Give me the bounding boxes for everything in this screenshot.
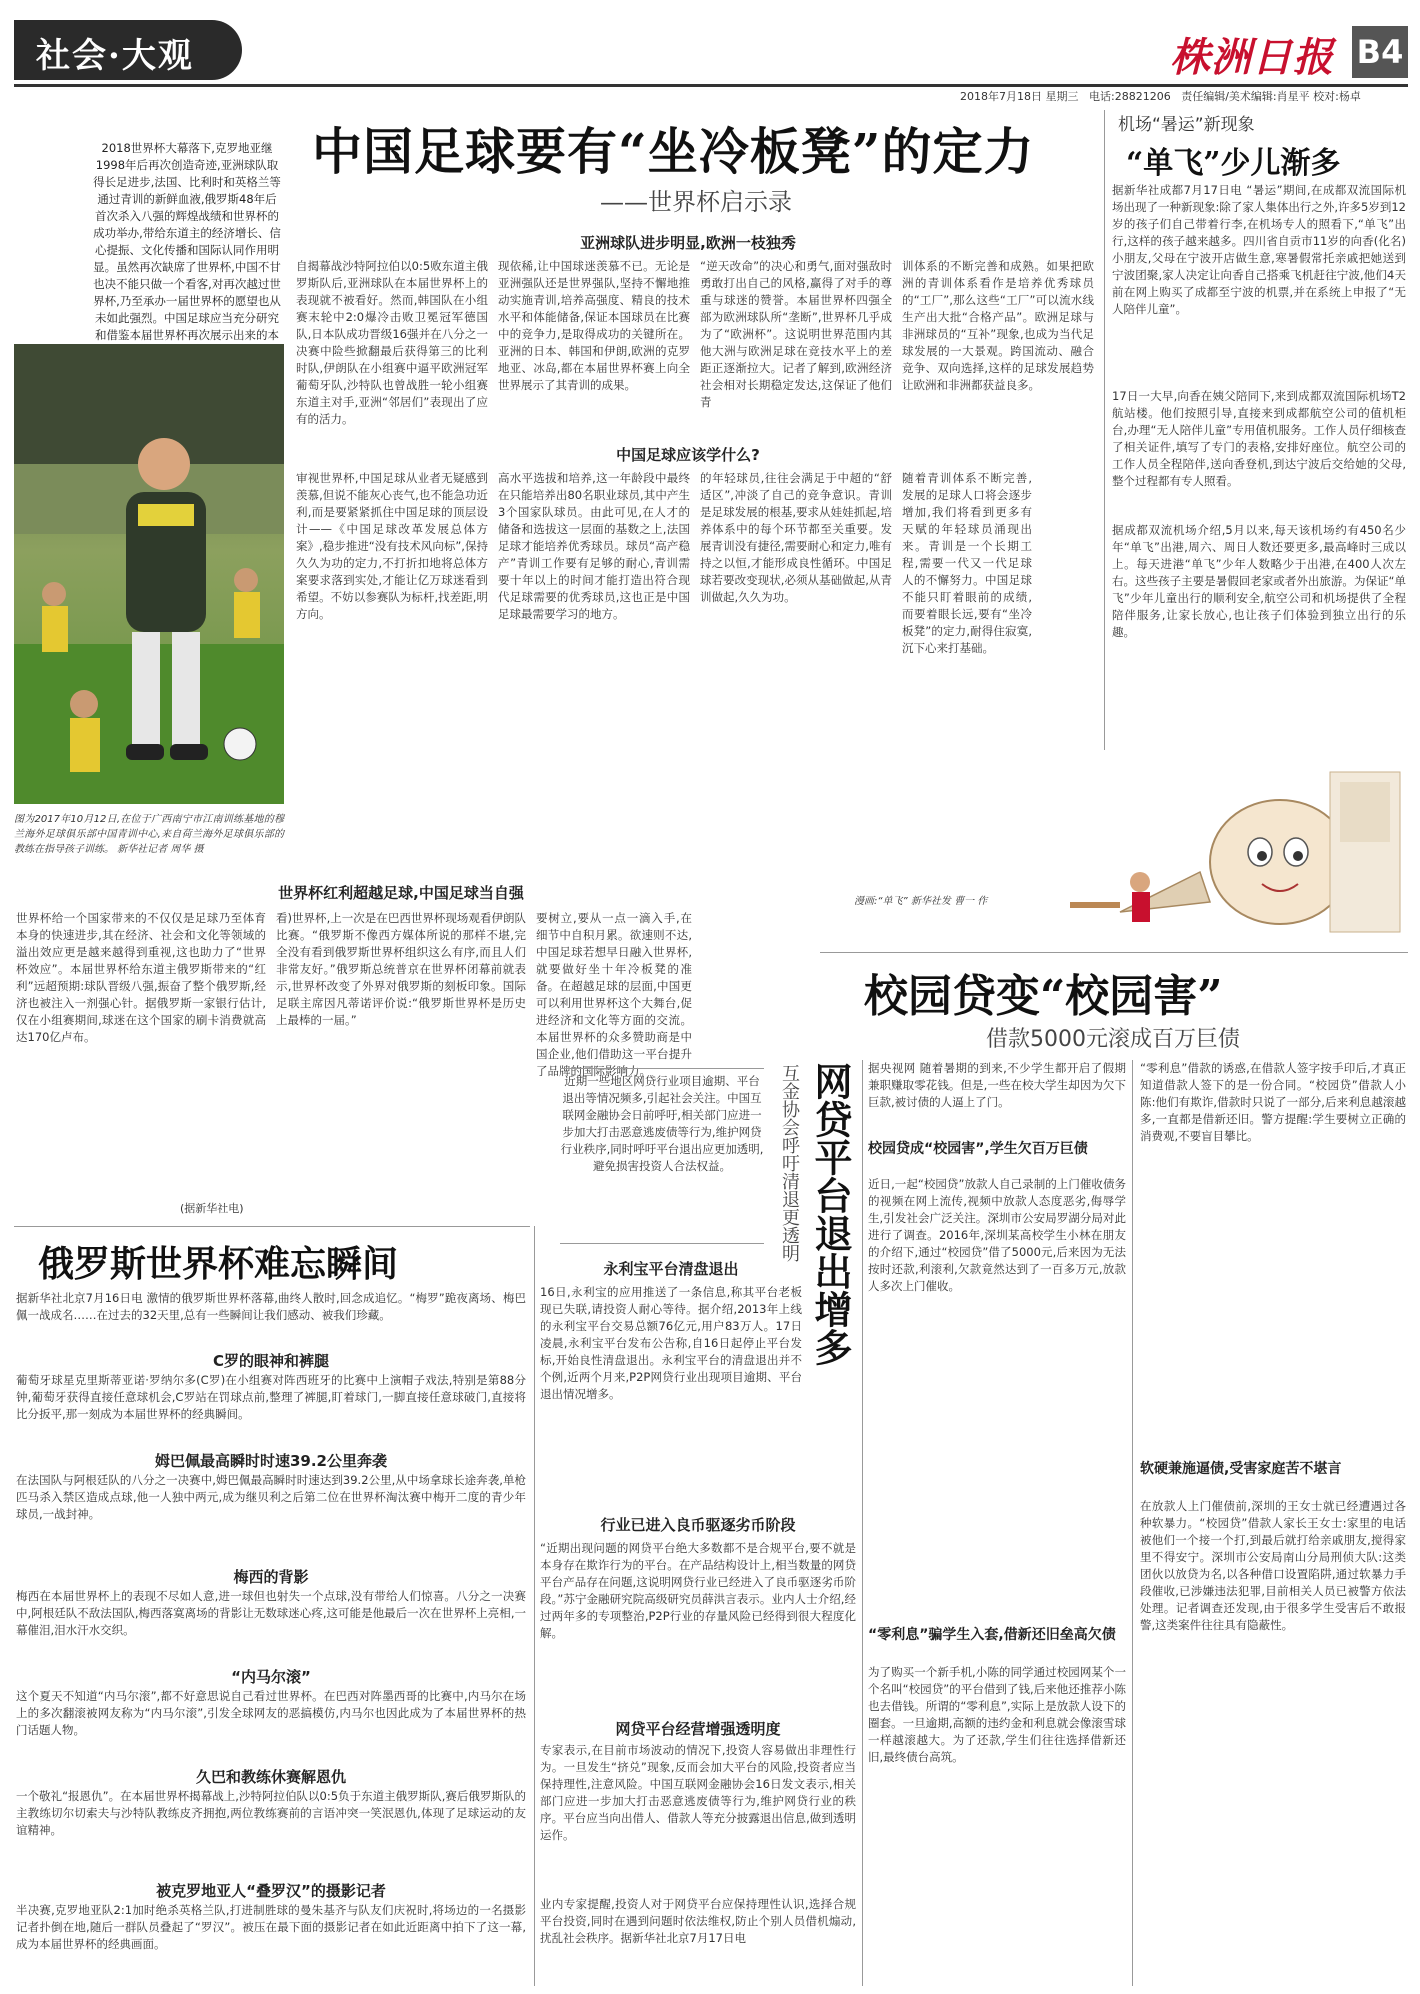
football-subtitle: ——世界杯启示录 xyxy=(600,188,792,216)
moments-p3: 梅西在本届世界杯上的表现不尽如人意,进一球但也射失一个点球,没有带给人们惊喜。八分之一决赛中,阿根廷队不敌法国队,梅西落寞离场的背影让无数球迷心疼,这可能是他最后一次在世界杯上亮相,一幕催泪,泪水汗水交织。 xyxy=(16,1589,526,1637)
editor-text: 责任编辑/美术编辑:肖星平 校对:杨卓 xyxy=(1181,90,1361,103)
moments-headline: 俄罗斯世界杯难忘瞬间 xyxy=(38,1243,399,1285)
p2p-subtitle: 互金协会呼吁清退更透明 xyxy=(779,1064,800,1262)
moments-p4: 这个夏天不知道“内马尔滚”,都不好意思说自己看过世界杯。在巴西对阵墨西哥的比赛中,内马尔在场上的多次翻滚被网友称为“内马尔滚”,引发全球网友的恶搞模仿,内马尔也因此成为了本届世界杯的热门话题人物。 xyxy=(16,1689,526,1737)
airport-headline: “单飞”少儿渐多 xyxy=(1126,146,1341,181)
asia-col-2: 现依稀,让中国球迷羡慕不已。无论是亚洲强队还是世界强队,坚持不懈地推动实施青训,培养高强度、精良的技术水平和体能储备,保证本国球员在比赛中的竞争力,是取得成功的关键所在。亚洲的日本、韩国和伊朗,欧洲的克罗地亚、冰岛,都在本届世界杯赛上向全世界展示了其青训的成果。 xyxy=(498,259,690,392)
moments-h6: 被克罗地亚人“叠罗汉”的摄影记者 xyxy=(156,1882,386,1900)
campus-p4: “零利息”借款的诱惑,在借款人签字按手印后,才真正知道借款人签下的是一份合同。“校园贷”借款人小陈:他们有欺诈,借款时只说了一部分,后来利息越滚越多,一直都是借新还旧。警方提醒:学生要树立正确的消费观,不要盲目攀比。 xyxy=(1140,1061,1406,1143)
section-name: 社会·大观 xyxy=(36,36,194,76)
xinhua-tag: (据新华社电) xyxy=(180,1202,244,1215)
divider-right xyxy=(1132,1060,1133,1986)
moments-intro: 据新华社北京7月16日电 激情的俄罗斯世界杯落幕,曲终人散时,回念成追忆。“梅罗”跪夜离场、梅巴佩一战成名……在过去的32天里,总有一些瞬间让我们感动、被我们珍藏。 xyxy=(16,1291,526,1322)
moments-p6: 半决赛,克罗地亚队2:1加时绝杀英格兰队,打进制胜球的曼朱基齐与队友们庆祝时,将场边的一名摄影记者扑倒在地,随后一群队员叠起了“罗汉”。被压在最下面的摄影记者在如此近距离中拍下了这一幕,成为本届世界杯的经典画面。 xyxy=(16,1903,526,1951)
cartoon-caption: 漫画:“单飞” 新华社发 曹一 作 xyxy=(854,896,988,907)
red-col-3: 要树立,要从一点一滴入手,在细节中自积月累。欲速则不达,中国足球若想早日融入世界杯,就要做好坐十年冷板凳的准备。在超越足球的层面,中国更可以利用世界杯这个大舞台,促进经济和文化等方面的交流。本届世界杯的众多赞助商是中国企业,他们借助这一平台提升了品牌的国际影响力。 xyxy=(536,911,692,1078)
moments-p2: 在法国队与阿根廷队的八分之一决赛中,姆巴佩最高瞬时时速达到39.2公里,从中场拿球长途奔袭,单枪匹马杀入禁区造成点球,他一人独中两元,成为继贝利之后第二位在世界杯淘汰赛中梅开二度的青少年球员,一战封神。 xyxy=(16,1473,526,1521)
football-intro: 2018世界杯大幕落下,克罗地亚继1998年后再次创造奇迹,亚洲球队取得长足进步,法国、比利时和英格兰等通过青训的新鲜血液,俄罗斯48年后首次杀入八强的辉煌战绩和世界杯的成功举办,带给东道主的经济增长、信心提振、文化传播和国际认同作用明显。虽然再次缺席了世界杯,中国不甘也决不能只做一个看客,对再次越过世界杯,乃至承办一届世界杯的愿望也从未如此强烈。中国足球应当充分研究和借鉴本届世界杯再次展示出来的本 xyxy=(93,141,281,342)
asia-col-3: “逆天改命”的决心和勇气,面对强敌时勇敢打出自己的风格,赢得了对手的尊重与球迷的赞誉。本届世界杯四强全部为欧洲球队所“垄断”,世界杯几乎成为了“欧洲杯”。这说明世界范围内其他大洲与欧洲足球在竞技水平上的差距正逐渐拉大。记者了解到,欧洲经济社会相对长期稳定发达,这保证了他们青 xyxy=(700,259,892,409)
campus-h1: 校园贷成“校园害”,学生欠百万巨债 xyxy=(868,1141,1088,1157)
moments-h3: 梅西的背影 xyxy=(233,1568,309,1586)
learn-col-3: 的年轻球员,往往会满足于中超的“舒适区”,冲淡了自己的竞争意识。青训是足球发展的根基,要求从娃娃抓起,培养体系中的每个环节都至关重要。发展青训没有捷径,需要耐心和定力,唯有持之以恒,才能形成良性循环。中国足球若要改变现状,必须从基础做起,从青训做起,久久为功。 xyxy=(700,471,892,604)
learn-col-1: 审视世界杯,中国足球从业者无疑感到羡慕,但说不能灰心丧气,也不能急功近利,而是要紧紧抓住中国足球的顶层设计——《中国足球改革发展总体方案》,稳步推进“没有技术风向标”,保持久久为功的定力,不打折扣地将总体方案要求落到实处,才能让亿万球迷看到希望。不妨以参赛队为标杆,找差距,明方向。 xyxy=(296,471,488,621)
divider-top-right xyxy=(1104,110,1105,750)
football-photo-caption: 图为2017年10月12日,在位于广西南宁市江南训练基地的穆兰海外足球俱乐部中国青训中心,来自荷兰海外足球俱乐部的教练在指导孩子训练。 新华社记者 周华 摄 xyxy=(14,814,284,855)
moments-h4: “内马尔滚” xyxy=(231,1668,311,1686)
airport-p3: 据成都双流机场介绍,5月以来,每天该机场约有450名少年“单飞”出港,周六、周日人数还要更多,最高峰时三成以上。每天进港“单飞”少年人数略少于出港,在400人次左右。这些孩子主要是暑假回老家或者外出旅游。为保证“单飞”少年儿童出行的顺利安全,航空公司和机场提供了全程陪伴服务,让家长放心,也让孩子们体验到独立出行的乐趣。 xyxy=(1112,523,1406,639)
moments-h5: 久巴和教练休赛解恩仇 xyxy=(195,1768,346,1786)
campus-p2: 近日,一起“校园贷”放款人自己录制的上门催收债务的视频在网上流传,视频中放款人态度恶劣,侮辱学生,引发社会广泛关注。深圳市公安局罗湖分局对此进行了调查。2016年,深圳某高校学生小林在朋友的介绍下,通过“校园贷”借了5000元,后来因为无法按时还款,利滚利,欠款竟然达到了一百多万元,放款人多次上门催收。 xyxy=(868,1177,1126,1293)
moments-rule xyxy=(14,1226,530,1227)
campus-subtitle: 借款5000元滚成百万巨债 xyxy=(986,1027,1240,1052)
airport-cartoon xyxy=(1040,752,1410,932)
campus-rule xyxy=(820,952,1408,953)
moments-h1: C罗的眼神和裤腿 xyxy=(212,1352,329,1370)
football-headline: 中国足球要有“坐冷板凳”的定力 xyxy=(312,122,1035,181)
phone-text: 电话:28821206 xyxy=(1089,90,1171,103)
p2p-headline: 网贷平台退出增多 xyxy=(808,1062,853,1366)
asia-subhead: 亚洲球队进步明显,欧洲一枝独秀 xyxy=(580,234,796,252)
date-text: 2018年7月18日 星期三 xyxy=(960,90,1079,103)
p2p-h2: 行业已进入良币驱逐劣币阶段 xyxy=(600,1516,796,1534)
page-number: B4 xyxy=(1352,26,1408,78)
p2p-box: 近期一些地区网贷行业项目逾期、平台退出等情况频多,引起社会关注。中国互联网金融协会日前呼吁,相关部门应进一步加大打击恶意逃废债等行为,维护网贷行业秩序,同时呼吁平台退出应更加透明,避免损害投资人合法权益。 xyxy=(560,1068,764,1244)
asia-col-1: 自揭幕战沙特阿拉伯以0:5败东道主俄罗斯队后,亚洲球队在本届世界杯上的表现就不被看好。然而,韩国队在小组赛末轮中2:0爆冷击败卫冕冠军德国队,日本队成功晋级16强并在八分之一决赛中险些掀翻最后获得第三的比利时队,伊朗队在小组赛中逼平欧洲冠军葡萄牙队,沙特队也曾战胜一轮小组赛东道主对手,亚洲“邻居们”表现出了应有的活力。 xyxy=(296,259,488,426)
header-dateline xyxy=(960,88,1361,104)
learn-col-2: 高水平选拔和培养,这一年龄段中最终在只能培养出80名职业球员,其中产生3个国家队球员。由此可见,在人才的储备和选拔这一层面的基数之上,法国足球才能培养优秀球员。球员“高产稳产”青训工作要有足够的耐心,青训需要十年以上的时间才能打造出符合现代足球需要的优秀球员,这也正是中国足球最需要学习的地方。 xyxy=(498,471,690,621)
learn-col-4: 随着青训体系不断完善,发展的足球人口将会逐步增加,我们将看到更多有天赋的年轻球员涌现出来。青训是一个长期工程,需要一代又一代足球人的不懈努力。中国足球不能只盯着眼前的成绩,而要着眼长远,要有“坐冷板凳”的定力,耐得住寂寞,沉下心来打基础。 xyxy=(902,471,1032,655)
header-rule xyxy=(14,84,1408,87)
campus-h2: “零利息”骗学生入套,借新还旧垒高欠债 xyxy=(868,1627,1116,1643)
p2p-p4: 业内专家提醒,投资人对于网贷平台应保持理性认识,选择合规平台投资,同时在遇到问题时依法维权,防止个别人员借机煽动,扰乱社会秩序。据新华社北京7月17日电 xyxy=(540,1897,856,1945)
airport-p1: 据新华社成都7月17日电 “暑运”期间,在成都双流国际机场出现了一种新现象:除了家人集体出行之外,许多5岁到12岁的孩子们自己带着行李,在机场专人的照看下,“单飞”出行,这样的孩子越来越多。四川省自贡市11岁的向香(化名)小朋友,父母在宁波开店做生意,寒暑假常托亲戚把她送到宁波团聚,家人决定让向香自己搭乘飞机赶往宁波,他们4天前在网上购买了成都至宁波的机票,并在系统上申报了“无人陪伴儿童”。 xyxy=(1112,183,1406,316)
p2p-h3: 网贷平台经营增强透明度 xyxy=(615,1720,781,1738)
airport-p2: 17日一大早,向香在姨父陪同下,来到成都双流国际机场T2航站楼。他们按照引导,直接来到成都航空公司的值机柜台,办理“无人陪伴儿童”专用值机服务。工作人员仔细核查了相关证件,填写了专门的表格,安排好座位。航空公司的工作人员全程陪伴,送向香登机,到达宁波后交给她的父母,整个过程都有专人照看。 xyxy=(1112,389,1406,488)
campus-p5: 在放款人上门催债前,深圳的王女士就已经遭遇过各种软暴力。“校园贷”借款人家长王女士:家里的电话被他们一个接一个打,到最后就打给亲戚朋友,搅得家里不得安宁。深圳市公安局南山分局刑侦大队:这类团伙以放贷为名,以各种借口设置陷阱,通过软暴力手段催收,已涉嫌违法犯罪,目前相关人员已被警方依法处理。记者调查还发现,由于很多学生受害后不敢报警,这类案件往往具有隐蔽性。 xyxy=(1140,1499,1406,1632)
red-col-2: 看)世界杯,上一次是在巴西世界杯现场观看伊朗队比赛。“俄罗斯不像西方媒体所说的那样不堪,完全没有看到俄罗斯世界杯组织这么有序,而且人们非常友好。”俄罗斯总统普京在世界杯闭幕前就表示,世界杯改变了外界对俄罗斯的刻板印象。国际足联主席因凡蒂诺评价说:“俄罗斯世界杯是历史上最棒的一届。” xyxy=(276,911,526,1027)
red-col-1: 世界杯给一个国家带来的不仅仅是足球乃至体育本身的快速进步,其在经济、社会和文化等领域的溢出效应更是越来越得到重视,这也助力了“世界杯效应”。本届世界杯给东道主俄罗斯带来的“红利”远超预期:球队晋级八强,振奋了整个俄罗斯,经济也被注入一剂强心针。据俄罗斯一家银行估计,仅在小组赛期间,球迷在这个国家的刷卡消费就高达170亿卢布。 xyxy=(16,911,266,1044)
asia-col-4: 训体系的不断完善和成熟。如果把欧洲的青训体系看作是培养优秀球员的“工厂”,那么这些“工厂”可以流水线生产出大批“合格产品”。欧洲足球与非洲球员的“互补”现象,也成为当代足球发展的一大景观。跨国流动、融合竞争、双向选择,这样的足球发展趋势让欧洲和非洲都获益良多。 xyxy=(902,259,1094,392)
campus-p1: 据央视网 随着暑期的到来,不少学生都开启了假期兼职赚取零花钱。但是,一些在校大学生却因为欠下巨款,被讨债的人逼上了门。 xyxy=(868,1061,1126,1109)
campus-h3: 软硬兼施逼债,受害家庭苦不堪言 xyxy=(1140,1461,1342,1477)
airport-kicker: 机场“暑运”新现象 xyxy=(1118,115,1255,135)
football-photo xyxy=(14,344,284,804)
p2p-p3: 专家表示,在目前市场波动的情况下,投资人容易做出非理性行为。一旦发生“挤兑”现象,反而会加大平台的风险,投资者应当保持理性,注意风险。中国互联网金融协会16日发文表示,相关部门应进一步加大打击恶意逃废债等行为,维护网贷行业的秩序。平台应当向出借人、借款人等充分披露退出信息,做到透明运作。 xyxy=(540,1743,856,1842)
moments-p5: 一个敬礼“报恩仇”。在本届世界杯揭幕战上,沙特阿拉伯队以0:5负于东道主俄罗斯队,赛后俄罗斯队的主教练切尔切索夫与沙特队教练皮齐拥抱,两位教练赛前的言语冲突一笑泯恩仇,体现了足球运动的友谊精神。 xyxy=(16,1789,526,1837)
p2p-p2: “近期出现问题的网贷平台绝大多数都不是合规平台,要不就是本身存在欺诈行为的平台。在产品结构设计上,相当数量的网贷平台产品存在问题,这说明网贷行业已经进入了良币驱逐劣币阶段。”苏宁金融研究院高级研究员薛洪言表示。业内人士介绍,经过两年多的专项整治,P2P行业的存量风险已经得到很大程度化解。 xyxy=(540,1541,856,1640)
masthead-logo: 株洲日报 xyxy=(1170,34,1334,81)
p2p-p1: 16日,永利宝的应用推送了一条信息,称其平台老板现已失联,请投资人耐心等待。据介绍,2013年上线的永利宝平台交易总额76亿元,用户83万人。17日凌晨,永利宝平台发布公告称,自16日起停止平台发标,开始良性清盘退出。永利宝平台的清盘退出并不个例,近两个月来,P2P网贷行业出现项目逾期、平台退出情况增多。 xyxy=(540,1285,802,1401)
moments-h2: 姆巴佩最高瞬时时速39.2公里奔袭 xyxy=(154,1452,387,1470)
divider-left xyxy=(534,1226,535,1986)
divider-mid xyxy=(862,1060,863,1986)
campus-headline: 校园贷变“校园害” xyxy=(864,971,1223,1022)
campus-p3: 为了购买一个新手机,小陈的同学通过校园网某个一个名叫“校园贷”的平台借到了钱,后来他还推荐小陈也去借钱。所谓的“零利息”,实际上是放款人设下的圈套。一旦逾期,高额的违约金和利息就会像滚雪球一样越滚越大。为了还款,学生们往往选择借新还旧,最终债台高筑。 xyxy=(868,1665,1126,1764)
red-subhead: 世界杯红利超越足球,中国足球当自强 xyxy=(278,884,524,902)
learn-subhead: 中国足球应该学什么? xyxy=(616,446,760,464)
moments-p1: 葡萄牙球星克里斯蒂亚诺·罗纳尔多(C罗)在小组赛对阵西班牙的比赛中上演帽子戏法,特别是第88分钟,葡萄牙获得直接任意球机会,C罗站在罚球点前,整理了裤腿,盯着球门,一脚直接任意球破门,直接将比分扳平,那一刻成为本届世界杯的经典瞬间。 xyxy=(16,1373,526,1421)
p2p-h1: 永利宝平台清盘退出 xyxy=(603,1260,739,1278)
